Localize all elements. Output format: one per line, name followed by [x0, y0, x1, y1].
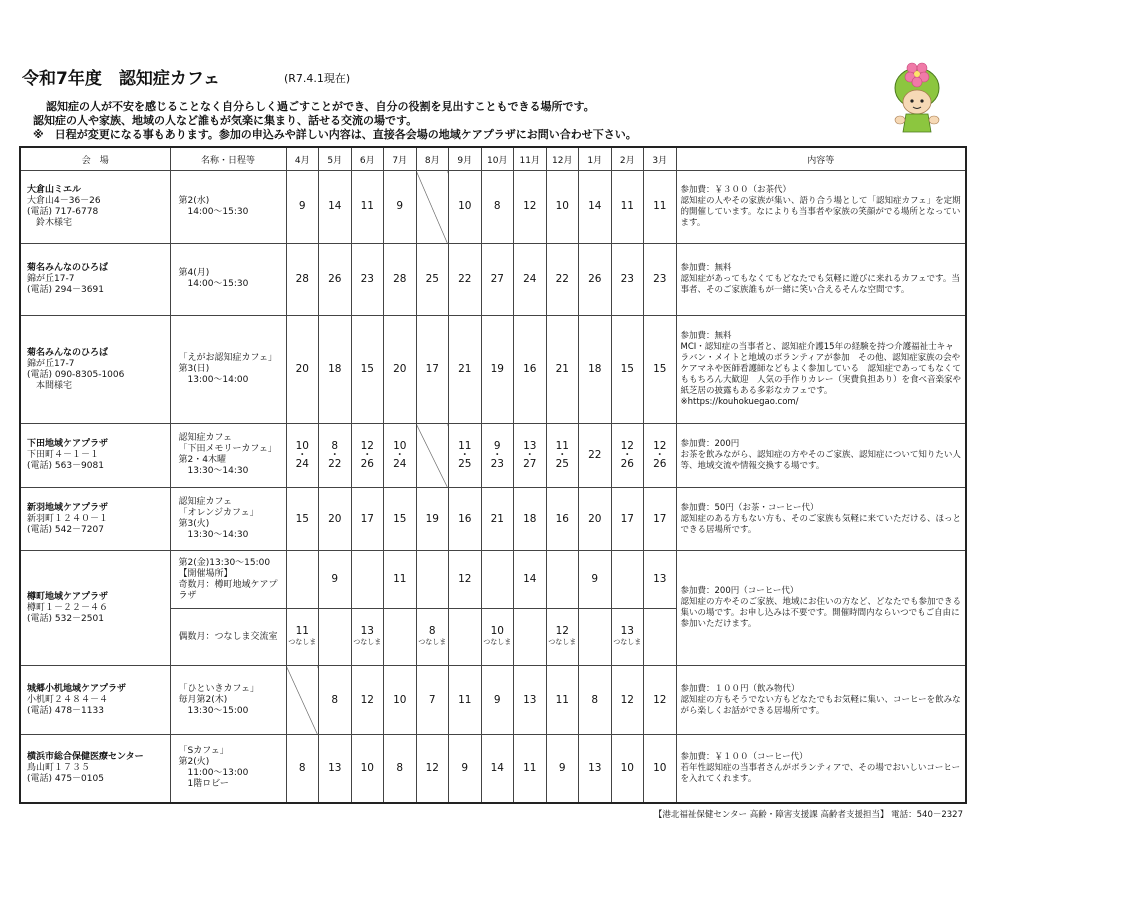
- month-cell: 24: [514, 243, 547, 316]
- month-cell: 22: [449, 243, 482, 316]
- schedule-cell: [170, 734, 286, 803]
- month-cell: 19: [416, 487, 449, 551]
- month-cell: 11: [644, 171, 677, 244]
- month-location: つなしま: [483, 638, 512, 647]
- cell-line: 毎月第2(木): [178, 694, 228, 705]
- month-date: 13: [620, 625, 634, 638]
- month-cell: 9: [449, 734, 482, 803]
- month-date: 12: [653, 439, 667, 452]
- month-cell: 12: [644, 666, 677, 735]
- venue-cell: [20, 551, 170, 666]
- venue-detail: (電話) 563－9081: [27, 460, 104, 471]
- month-location: つなしま: [548, 638, 577, 647]
- month-cell: 9: [579, 551, 612, 609]
- venue-detail: (電話) 090-8305-1006: [27, 369, 125, 380]
- month-cell: [644, 608, 677, 666]
- month-date: 26: [653, 457, 667, 470]
- venue-name: 樽町地域ケアプラザ: [27, 591, 109, 602]
- month-cell: 12: [514, 171, 547, 244]
- content-cell: [676, 666, 966, 735]
- month-location: つなしま: [613, 638, 642, 647]
- month-cell: [546, 551, 579, 609]
- month-date: 11: [555, 439, 569, 452]
- month-cell: 9: [384, 171, 417, 244]
- content-cell: [676, 551, 966, 666]
- cell-line: 「えがお認知症カフェ」: [178, 353, 278, 364]
- month-date: 9: [493, 439, 501, 452]
- month-cell: 20: [286, 316, 319, 424]
- cell-line: 第2(金)13:30～15:00: [178, 557, 271, 568]
- month-cell: 11: [351, 171, 384, 244]
- venue-cell: [20, 316, 170, 424]
- month-cell: 14: [319, 171, 352, 244]
- month-cell: 10: [351, 734, 384, 803]
- month-cell: 11: [546, 666, 579, 735]
- month-cell: 13: [319, 734, 352, 803]
- month-date: 8: [331, 439, 339, 452]
- cell-line: 第3(火): [178, 519, 210, 529]
- month-cell: 14: [514, 551, 547, 609]
- header-month: 2月: [611, 147, 644, 171]
- cell-line: 認知症カフェ: [178, 433, 233, 444]
- month-cell: 8: [286, 734, 319, 803]
- cell-line: 認知症の人やその家族が集い、語り合う場として「認知症カフェ」を定期的開催しています。なによりも当事者や家族の笑顔がでる場所となっています。: [680, 195, 961, 228]
- venue-detail: (電話) 478－1133: [27, 705, 104, 716]
- month-cell: 19: [481, 316, 514, 424]
- cell-line: 「Sカフェ」: [178, 746, 229, 757]
- content-cell: [676, 316, 966, 424]
- month-cell: [644, 424, 677, 488]
- separator-dot: ・: [654, 448, 665, 461]
- cafe-schedule-table: [19, 146, 967, 804]
- month-cell: 20: [319, 487, 352, 551]
- header-month: 5月: [319, 147, 352, 171]
- header-month: 9月: [449, 147, 482, 171]
- cell-line: 偶数月：つなしま交流室: [178, 631, 278, 642]
- venue-name: 菊名みんなのひろば: [27, 262, 109, 273]
- cell-line: 認知症の方もそうでない方もどなたでもお気軽に集い、コーヒーを飲みながら楽しくお話ができる居場所です。: [680, 694, 961, 716]
- cell-line: 13:30～15:00: [178, 705, 249, 716]
- header-month: 3月: [644, 147, 677, 171]
- month-cell: 9: [319, 551, 352, 609]
- month-cell: 13: [579, 734, 612, 803]
- cell-line: お茶を飲みながら、認知症の方やそのご家族、認知症について知りたい人等、地域交流や情報交換する場です。: [680, 449, 961, 471]
- page-title: 令和7年度 認知症カフェ: [22, 69, 220, 89]
- venue-detail: 錦が丘17-7: [27, 273, 75, 284]
- month-cell: [611, 424, 644, 488]
- header-schedule: 名称・日程等: [170, 147, 286, 171]
- month-cell: 23: [611, 243, 644, 316]
- month-date: 24: [393, 457, 407, 470]
- table-row: [20, 316, 966, 424]
- month-date: 12: [360, 439, 374, 452]
- separator-dot: ・: [329, 448, 340, 461]
- cell-line: 第2(水): [178, 195, 210, 206]
- month-cell: 10: [449, 171, 482, 244]
- header-month: 10月: [481, 147, 514, 171]
- month-cell: 26: [319, 243, 352, 316]
- cell-line: 第2(火): [178, 757, 210, 768]
- month-cell: 11: [611, 171, 644, 244]
- cell-line: 若年性認知症の当事者さんがボランティアで、その場でおいしいコーヒーを入れてくれます。: [680, 762, 961, 784]
- intro-line-2: 認知症の人や家族、地域の人など誰もが気楽に集まり、話せる交流の場です。: [33, 114, 418, 127]
- month-date: 26: [360, 457, 374, 470]
- header-month: 6月: [351, 147, 384, 171]
- month-cell: 15: [644, 316, 677, 424]
- separator-dot: ・: [362, 448, 373, 461]
- header-month: 8月: [416, 147, 449, 171]
- month-cell: 28: [286, 243, 319, 316]
- cell-line: 13:00～14:00: [178, 375, 249, 386]
- month-cell: 18: [514, 487, 547, 551]
- as-of-date: (R7.4.1現在): [284, 72, 351, 85]
- mascot-illustration: [884, 58, 950, 138]
- content-cell: [676, 424, 966, 488]
- venue-detail: 鳥山町１７３５: [27, 762, 91, 773]
- venue-name: 下田地域ケアプラザ: [27, 438, 109, 449]
- venue-detail: (電話) 717-6778: [27, 206, 99, 217]
- month-cell: [481, 551, 514, 609]
- month-cell: 23: [644, 243, 677, 316]
- month-cell: 12: [351, 666, 384, 735]
- month-cell: 22: [579, 424, 612, 488]
- month-cell: 21: [449, 316, 482, 424]
- venue-detail: 新羽町１２４０－１: [27, 513, 109, 524]
- venue-name: 城郷小机地域ケアプラザ: [27, 683, 127, 694]
- table-row: [20, 666, 966, 735]
- cell-line: 「下田メモリーカフェ」: [178, 444, 277, 455]
- schedule-cell: [170, 666, 286, 735]
- month-cell: 11: [514, 734, 547, 803]
- month-cell: [481, 608, 514, 666]
- month-cell: 17: [416, 316, 449, 424]
- month-cell: [449, 608, 482, 666]
- month-cell: 15: [384, 487, 417, 551]
- venue-cell: [20, 424, 170, 488]
- month-date: 25: [458, 457, 472, 470]
- venue-name: 横浜市総合保健医療センター: [27, 751, 144, 762]
- month-date: 25: [555, 457, 569, 470]
- header-month: 1月: [579, 147, 612, 171]
- month-location: つなしま: [353, 638, 382, 647]
- month-cell: 17: [611, 487, 644, 551]
- month-cell: [286, 551, 319, 609]
- table-row: [20, 243, 966, 316]
- month-cell: 22: [546, 243, 579, 316]
- table-row: [20, 171, 966, 244]
- footer-contact: 【港北福祉保健センター 高齢・障害支援課 高齢者支援担当】 電話：540－2327: [653, 810, 963, 820]
- month-date: 11: [458, 439, 472, 452]
- month-cell: [546, 608, 579, 666]
- intro-line-1: 認知症の人が不安を感じることなく自分らしく過ごすことができ、自分の役割を見出すこともできる場所です。: [46, 100, 595, 113]
- month-cell: [286, 424, 319, 488]
- venue-cell: [20, 243, 170, 316]
- schedule-cell: [170, 608, 286, 666]
- venue-cell: [20, 487, 170, 551]
- venue-detail: 小机町２４８４－４: [27, 694, 109, 705]
- month-cell: 12: [449, 551, 482, 609]
- content-cell: [676, 243, 966, 316]
- cell-line: 「オレンジカフェ」: [178, 508, 259, 518]
- month-cell: 28: [384, 243, 417, 316]
- month-cell: 27: [481, 243, 514, 316]
- separator-dot: ・: [622, 448, 633, 461]
- month-date: 10: [490, 625, 504, 638]
- month-cell: 20: [579, 487, 612, 551]
- venue-detail: 本間様宅: [27, 380, 73, 391]
- month-cell: 13: [514, 666, 547, 735]
- content-cell: [676, 734, 966, 803]
- month-cell: 11: [384, 551, 417, 609]
- month-cell: [546, 424, 579, 488]
- header-content: 内容等: [676, 147, 966, 171]
- schedule-cell: [170, 424, 286, 488]
- separator-dot: ・: [492, 448, 503, 461]
- month-cell: 10: [644, 734, 677, 803]
- header-month: 12月: [546, 147, 579, 171]
- month-date: 11: [295, 625, 309, 638]
- month-cell: [286, 666, 319, 735]
- month-date: 12: [620, 439, 634, 452]
- schedule-cell: [170, 171, 286, 244]
- month-cell: [351, 551, 384, 609]
- month-date: 23: [490, 457, 504, 470]
- month-cell: 21: [481, 487, 514, 551]
- month-cell: 16: [514, 316, 547, 424]
- cell-line: 奇数月：樽町地域ケアプラザ: [178, 579, 278, 601]
- month-cell: 12: [416, 734, 449, 803]
- venue-detail: (電話) 532－2501: [27, 613, 104, 624]
- month-date: 10: [393, 439, 407, 452]
- month-cell: [481, 424, 514, 488]
- cell-line: 参加費：無料: [680, 331, 732, 342]
- cell-line: 参加費：50円（お茶・コーヒー代）: [680, 502, 819, 513]
- month-cell: 25: [416, 243, 449, 316]
- cell-line: 14:00～15:30: [178, 279, 249, 290]
- header-month: 11月: [514, 147, 547, 171]
- month-cell: 12: [611, 666, 644, 735]
- month-cell: 10: [546, 171, 579, 244]
- month-cell: 15: [351, 316, 384, 424]
- venue-detail: (電話) 542－7207: [27, 524, 104, 535]
- month-cell: 18: [579, 316, 612, 424]
- month-cell: 15: [611, 316, 644, 424]
- schedule-cell: [170, 243, 286, 316]
- header-row: [20, 147, 966, 171]
- month-cell: 10: [611, 734, 644, 803]
- venue-detail: (電話) 294－3691: [27, 284, 104, 295]
- separator-dot: ・: [557, 448, 568, 461]
- cell-line: ※https://kouhokuegao.com/: [680, 397, 799, 408]
- month-cell: 16: [546, 487, 579, 551]
- month-cell: 8: [481, 171, 514, 244]
- venue-name: 新羽地域ケアプラザ: [27, 502, 109, 513]
- month-cell: [416, 608, 449, 666]
- cell-line: 11:00～13:00: [178, 768, 249, 779]
- venue-detail: (電話) 475－0105: [27, 773, 104, 784]
- month-cell: [611, 551, 644, 609]
- month-date: 22: [328, 457, 342, 470]
- month-cell: 21: [546, 316, 579, 424]
- cell-line: 認知症カフェ: [178, 497, 233, 507]
- month-cell: 20: [384, 316, 417, 424]
- month-cell: 8: [384, 734, 417, 803]
- month-date: 12: [555, 625, 569, 638]
- separator-dot: ・: [524, 448, 535, 461]
- table-row: [20, 734, 966, 803]
- venue-cell: [20, 171, 170, 244]
- month-cell: 9: [286, 171, 319, 244]
- month-cell: 26: [579, 243, 612, 316]
- cell-line: 認知症の方やそのご家族、地域にお住いの方など、どなたでも参加できる集いの場です。お申し込みは不要です。開催時間内ならいつでもご自由に参加いただけます。: [680, 597, 962, 630]
- venue-name: 大倉山ミエル: [27, 184, 82, 195]
- month-cell: 16: [449, 487, 482, 551]
- venue-detail: 大倉山4－36－26: [27, 195, 101, 206]
- month-cell: [384, 608, 417, 666]
- month-location: つなしま: [288, 638, 317, 647]
- month-cell: 23: [351, 243, 384, 316]
- month-cell: 18: [319, 316, 352, 424]
- month-cell: 15: [286, 487, 319, 551]
- separator-dot: ・: [459, 448, 470, 461]
- month-cell: 14: [481, 734, 514, 803]
- content-cell: [676, 171, 966, 244]
- cell-line: 13:30～14:30: [178, 466, 249, 477]
- month-cell: 9: [546, 734, 579, 803]
- intro-line-3: ※ 日程が変更になる事もあります。参加の申込みや詳しい内容は、直接各会場の地域ケアプラザにお問い合わせ下さい。: [33, 128, 637, 141]
- schedule-cell: [170, 551, 286, 609]
- month-cell: [319, 608, 352, 666]
- table-row: [20, 424, 966, 488]
- venue-detail: 樽町１－２２－４６: [27, 602, 109, 613]
- header-month: 7月: [384, 147, 417, 171]
- venue-detail: 錦が丘17-7: [27, 358, 75, 369]
- month-cell: [514, 424, 547, 488]
- cell-line: MCI・認知症の当事者と、認知症介護15年の経験を持つ介護福祉士キャラバン・メイトと地域のボランティアが参加 その他、認知症家族の会やケアマネや医師看護師などもよく参加している 認知症であってもなくてももちろん大歓迎 人気の手作りカレー（実費負担あり）を食べ音楽家や紙芝居の披露もある多彩なカフェです。: [680, 342, 962, 397]
- venue-cell: [20, 734, 170, 803]
- month-cell: [514, 608, 547, 666]
- separator-dot: ・: [394, 448, 405, 461]
- content-cell: [676, 487, 966, 551]
- month-cell: [416, 171, 449, 244]
- header-venue: 会 場: [20, 147, 170, 171]
- month-cell: [449, 424, 482, 488]
- month-date: 24: [295, 457, 309, 470]
- cell-line: 参加費：￥３００（お茶代）: [680, 184, 792, 195]
- month-cell: 10: [384, 666, 417, 735]
- month-location: つなしま: [418, 638, 447, 647]
- cell-line: 認知症のある方もない方も、そのご家族も気軽に来ていただける、ほっとできる居場所です。: [680, 513, 962, 535]
- table-row: [20, 487, 966, 551]
- month-date: 13: [360, 625, 374, 638]
- cell-line: 「ひといきカフェ」: [178, 683, 260, 694]
- month-cell: [611, 608, 644, 666]
- schedule-cell: [170, 487, 286, 551]
- cell-line: 参加費：￥１００（コーヒー代）: [680, 751, 808, 762]
- month-cell: [286, 608, 319, 666]
- month-date: 10: [295, 439, 309, 452]
- cell-line: 13:30～14:30: [178, 530, 249, 540]
- venue-name: 菊名みんなのひろば: [27, 347, 109, 358]
- cell-line: 第2・4木曜: [178, 455, 226, 466]
- month-date: 27: [523, 457, 537, 470]
- month-cell: 8: [579, 666, 612, 735]
- month-date: 13: [523, 439, 537, 452]
- month-cell: 14: [579, 171, 612, 244]
- cell-line: 参加費：無料: [680, 262, 732, 273]
- cell-line: 第3(日): [178, 364, 210, 375]
- month-cell: 7: [416, 666, 449, 735]
- month-cell: 11: [449, 666, 482, 735]
- month-cell: [579, 608, 612, 666]
- month-cell: [351, 608, 384, 666]
- month-cell: [351, 424, 384, 488]
- month-cell: [416, 551, 449, 609]
- month-cell: [319, 424, 352, 488]
- month-cell: [416, 424, 449, 488]
- venue-detail: 鈴木様宅: [27, 217, 73, 228]
- month-cell: 13: [644, 551, 677, 609]
- cell-line: 参加費：200円（コーヒー代）: [680, 586, 799, 597]
- month-cell: 17: [351, 487, 384, 551]
- cell-line: 1階ロビー: [178, 779, 229, 790]
- venue-detail: 下田町４－１－１: [27, 449, 100, 460]
- cell-line: 【開催場所】: [178, 568, 233, 579]
- month-cell: [384, 424, 417, 488]
- month-date: 8: [428, 625, 436, 638]
- separator-dot: ・: [297, 448, 308, 461]
- cell-line: 参加費：１００円（飲み物代）: [680, 683, 800, 694]
- month-cell: 8: [319, 666, 352, 735]
- cell-line: 認知症があってもなくてもどなたでも気軽に遊びに来れるカフェです。当事者、そのご家族誰もが一緒に笑い合えるそんな空間です。: [680, 273, 960, 295]
- venue-cell: [20, 666, 170, 735]
- cell-line: 第4(月): [178, 268, 210, 279]
- cell-line: 参加費：200円: [680, 438, 740, 449]
- month-date: 26: [620, 457, 634, 470]
- header-month: 4月: [286, 147, 319, 171]
- month-cell: 17: [644, 487, 677, 551]
- month-cell: 9: [481, 666, 514, 735]
- schedule-cell: [170, 316, 286, 424]
- cell-line: 14:00～15:30: [178, 206, 249, 217]
- table-row: [20, 551, 966, 609]
